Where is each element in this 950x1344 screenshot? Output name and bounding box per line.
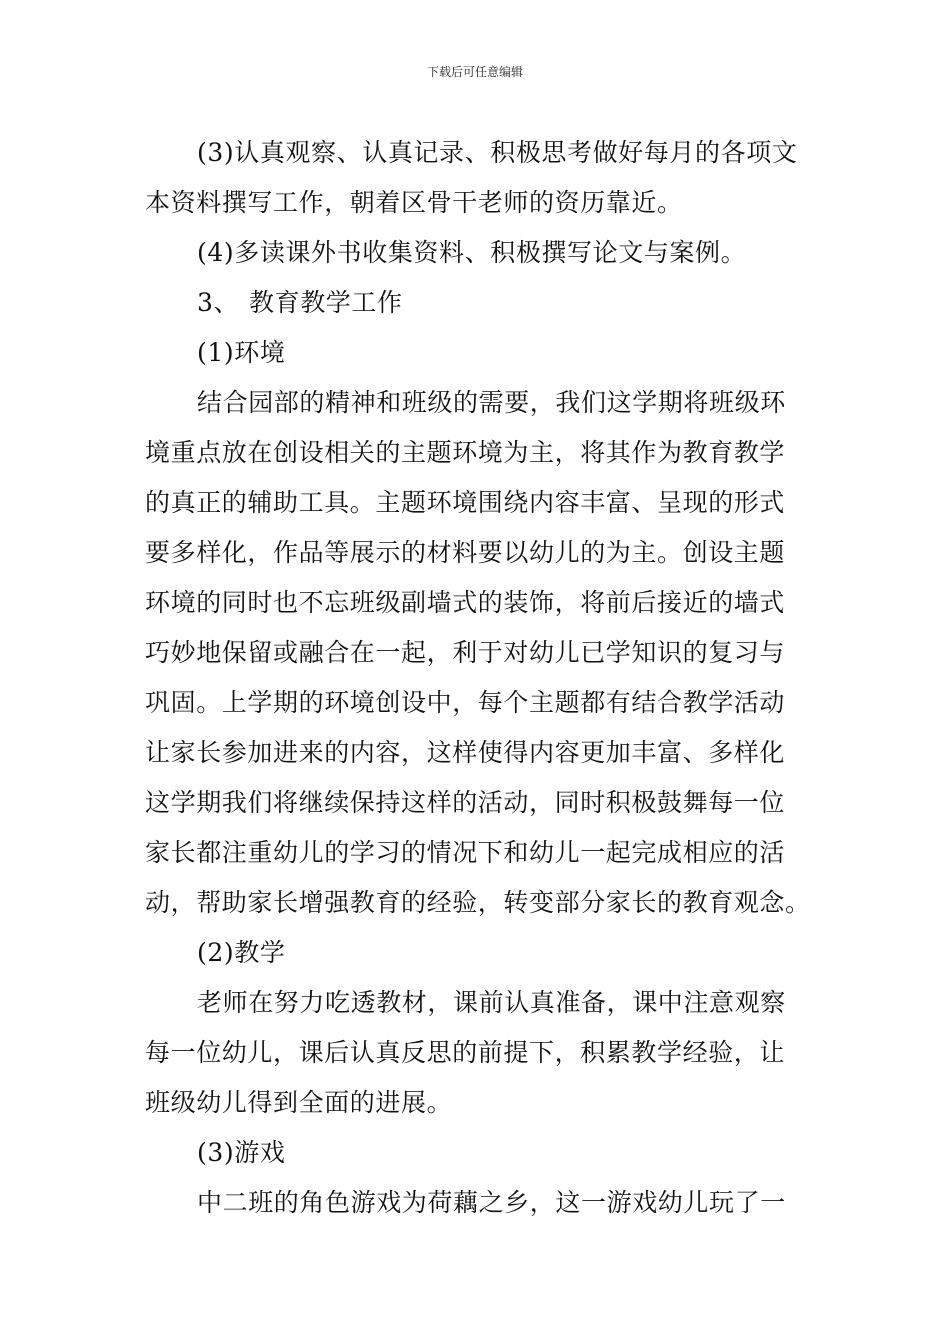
subsection-heading: (1)环境 <box>197 338 286 367</box>
paragraph-line: 要多样化，作品等展示的材料要以幼儿的为主。创设主题 <box>145 538 786 567</box>
paragraph-line: 让家长参加进来的内容，这样使得内容更加丰富、多样化 <box>145 738 786 767</box>
page-header: 下载后可任意编辑 <box>426 65 523 79</box>
paragraph-line: 环境的同时也不忘班级副墙式的装饰，将前后接近的墙式 <box>145 588 786 617</box>
subsection-heading: (3)游戏 <box>197 1138 286 1167</box>
paragraph-line: 每一位幼儿，课后认真反思的前提下，积累教学经验，让 <box>145 1038 786 1067</box>
paragraph-line: 动，帮助家长增强教育的经验，转变部分家长的教育观念。 <box>145 888 811 917</box>
section-heading <box>145 278 809 328</box>
section-title: 教育教学工作 <box>249 288 403 317</box>
paragraph-line: 结合园部的精神和班级的需要，我们这学期将班级环 <box>197 388 786 417</box>
paragraph-line: 这学期我们将继续保持这样的活动，同时积极鼓舞每一位 <box>145 788 786 817</box>
paragraph-line: 中二班的角色游戏为荷藕之乡，这一游戏幼儿玩了一 <box>197 1188 786 1217</box>
paragraph-line: (4)多读课外书收集资料、积极撰写论文与案例。 <box>197 238 747 267</box>
paragraph-line: 家长都注重幼儿的学习的情况下和幼儿一起完成相应的活 <box>145 838 786 867</box>
paragraph-line: 班级幼儿得到全面的进展。 <box>145 1088 453 1117</box>
paragraph-line: 境重点放在创设相关的主题环境为主，将其作为教育教学 <box>145 438 786 467</box>
subsection-heading: (2)教学 <box>197 938 286 967</box>
document-body <box>145 128 809 1228</box>
paragraph-line: 本资料撰写工作，朝着区骨干老师的资历靠近。 <box>145 188 683 217</box>
paragraph-line: (3)认真观察、认真记录、积极思考做好每月的各项文 <box>197 138 798 167</box>
paragraph-line: 巩固。上学期的环境创设中，每个主题都有结合教学活动 <box>145 688 786 717</box>
paragraph-line: 巧妙地保留或融合在一起，利于对幼儿已学知识的复习与 <box>145 638 786 667</box>
paragraph-line: 老师在努力吃透教材，课前认真准备，课中注意观察 <box>197 988 786 1017</box>
section-number: 3、 <box>197 288 240 317</box>
paragraph-line: 的真正的辅助工具。主题环境围绕内容丰富、呈现的形式 <box>145 488 786 517</box>
